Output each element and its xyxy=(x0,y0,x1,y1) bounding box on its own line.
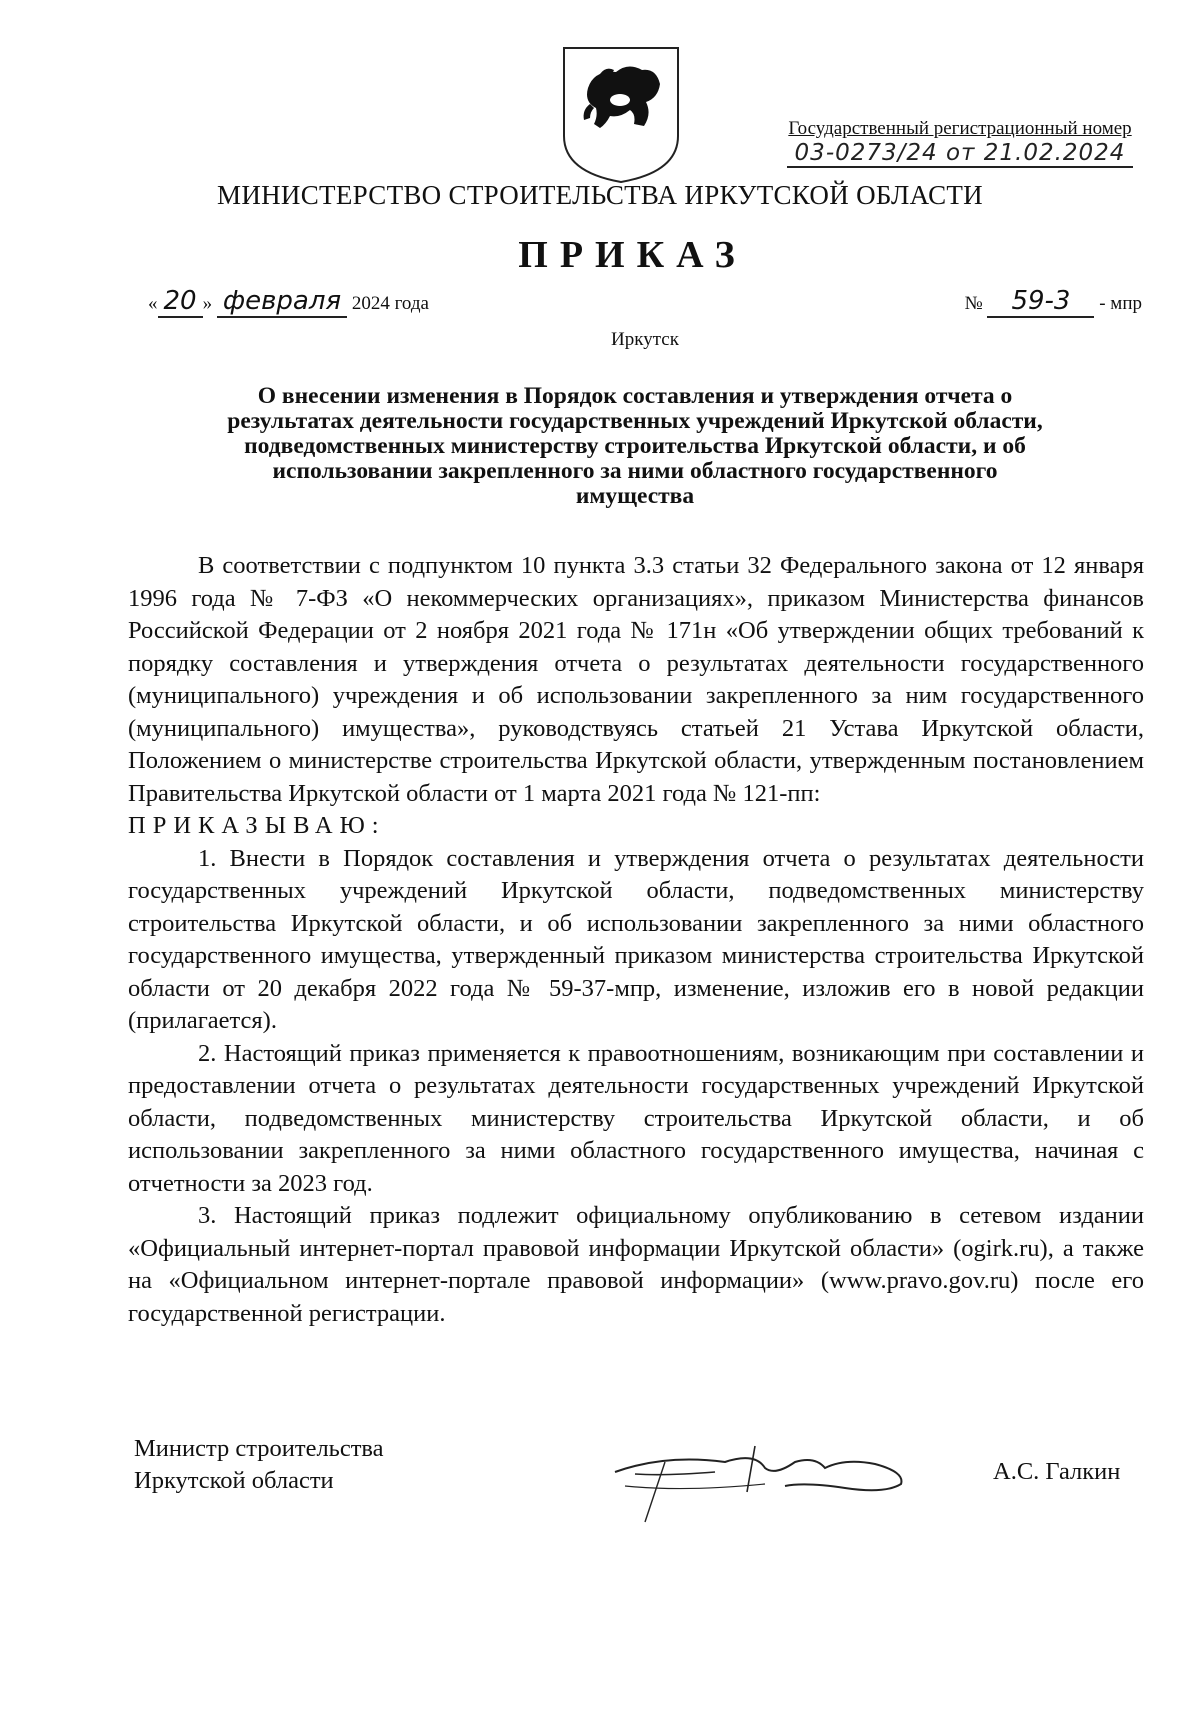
order-item-1: 1. Внести в Порядок составления и утверждения отчета о результатах деятельности государственных учреждений Иркутской области, подведомственных министерству строительства Иркутской области, и об использовании закрепленного за ними областного государственного имущества, утвержденный приказом министерства строительства Иркутской области от 20 декабря 2022 года № 59-37-мпр, изменение, изложив его в новой редакции (прилагается). xyxy=(128,844,1144,1034)
ministry-name: МИНИСТЕРСТВО СТРОИТЕЛЬСТВА ИРКУТСКОЙ ОБЛАСТИ xyxy=(217,180,983,210)
decree-word: ПРИКАЗЫВАЮ: xyxy=(128,812,386,839)
document-type: ПРИКАЗ xyxy=(518,234,747,276)
irkutsk-coat-of-arms-icon xyxy=(560,44,682,184)
date-year: 2024 года xyxy=(351,293,429,314)
subject-line: подведомственных министерству строительства Иркутской области, и об xyxy=(244,433,1026,459)
number-value: 59-3 xyxy=(987,286,1094,318)
order-item-2: 2. Настоящий приказ применяется к правоотношениям, возникающим при составлении и предоставлении отчета о результатах деятельности государственных учреждений Иркутской области, подведомственных министерству строительства Иркутской области, и об использовании закрепленного за ними областного государственного имущества, начиная с отчетности за 2023 год. xyxy=(128,1039,1144,1197)
subject-line: имущества xyxy=(575,483,695,509)
date-month: февраля xyxy=(217,286,347,318)
position-line: Иркутской области xyxy=(134,1467,334,1494)
order-item-3: 3. Настоящий приказ подлежит официальному опубликованию в сетевом издании «Официальный интернет-портал правовой информации Иркутской области» (ogirk.ru), а также на «Официальном интернет-портале правовой информации» (www.pravo.gov.ru) после его государственной регистрации. xyxy=(128,1202,1144,1327)
handwritten-signature-icon xyxy=(605,1432,925,1532)
preamble-paragraph: В соответствии с подпунктом 10 пункта 3.3 статьи 32 Федерального закона от 12 января 1996 года № 7-ФЗ «О некоммерческих организациях», приказом Министерства финансов Российской Федерации от 2 ноября 2021 года № 171н «Об утверждении общих требований к порядку составления и утверждения отчета о результатах деятельности государственного (муниципального) учреждения и об использовании закрепленного за ним государственного (муниципального) имущества», руководствуясь статьей 21 Устава Иркутской области, Положением о министерстве строительства Иркутской области, утвержденным постановлением Правительства Иркутской области от 1 марта 2021 года № 121-пп: xyxy=(128,552,1144,807)
subject-line: результатах деятельности государственных учреждений Иркутской области, xyxy=(227,408,1043,434)
position-line: Министр строительства xyxy=(134,1435,384,1462)
date-day: 20 xyxy=(158,286,203,318)
date-open-quote: « xyxy=(148,293,158,314)
subject-line: использовании закрепленного за ними областного государственного xyxy=(272,458,998,484)
registration-label: Государственный регистрационный номер xyxy=(788,118,1132,139)
registration-block xyxy=(760,118,1160,168)
date-close-quote: » xyxy=(202,293,213,314)
signer-name: А.С. Галкин xyxy=(993,1458,1121,1485)
registration-number: 03-0273/24 от 21.02.2024 xyxy=(787,140,1134,168)
order-subject xyxy=(140,384,1130,509)
subject-line: О внесении изменения в Порядок составления и утверждения отчета о xyxy=(257,383,1013,409)
city: Иркутск xyxy=(611,329,679,350)
order-body xyxy=(128,550,1144,1330)
order-number xyxy=(965,286,1142,316)
order-date xyxy=(148,286,429,316)
number-sign: № xyxy=(964,293,983,314)
signer-position xyxy=(134,1433,384,1497)
number-suffix: - мпр xyxy=(1099,293,1142,314)
